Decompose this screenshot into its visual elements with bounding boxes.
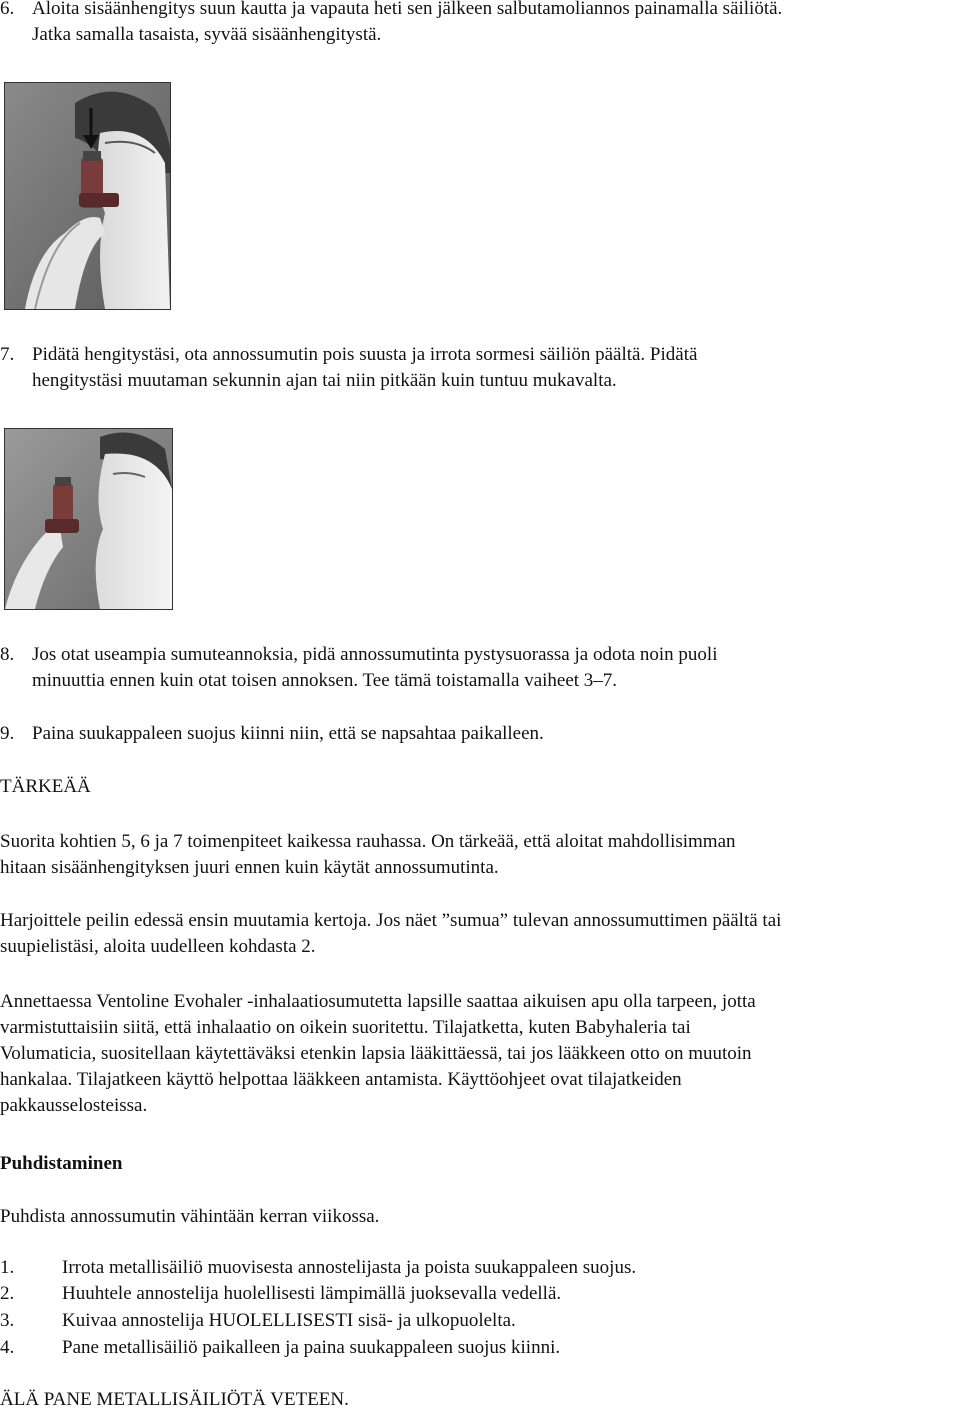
inhaling-photo <box>5 83 170 309</box>
step-number: 8. <box>0 644 15 665</box>
step-9 <box>0 721 958 747</box>
cleaning-warning: ÄLÄ PANE METALLISÄILIÖTÄ VETEEN. <box>0 1389 349 1410</box>
cleaning-heading: Puhdistaminen <box>0 1153 123 1174</box>
step-text: Jos otat useampia sumuteannoksia, pidä annossumutinta pystysuorassa ja odota noin puoli minuuttia ennen kuin otat toisen annoksen. Tee tämä toistamalla vaiheet 3–7. <box>32 644 718 691</box>
important-paragraph-3: Annettaessa Ventoline Evohaler -inhalaatiosumutetta lapsille saattaa aikuisen apu olla tarpeen, jotta varmistuttaisiin siitä, että inhalaatio on oikein suoritettu. Tilajatketta, kuten Babyhaleria tai Volumaticia, suositellaan käytettäväksi etenkin lapsia lääkittäessä, tai jos lääkkeen otto on muutoin hankalaa. Tilajatkeen käyttö helpottaa lääkkeen antamista. Käyttöohjeet ovat tilajatkeiden pakkausselosteissa. <box>0 991 756 1116</box>
cleaning-intro: Puhdista annossumutin vähintään kerran viikossa. <box>0 1206 380 1227</box>
important-paragraph-1: Suorita kohtien 5, 6 ja 7 toimenpiteet kaikessa rauhassa. On tärkeää, että aloitat mahdollisimman hitaan sisäänhengityksen juuri ennen kuin käytät annossumutinta. <box>0 831 736 878</box>
step-text: Pidätä hengitystäsi, ota annossumutin pois suusta ja irrota sormesi säiliön päältä. Pidätä hengitystäsi muutaman sekunnin ajan tai niin pitkään kuin tuntuu mukavalta. <box>32 344 698 391</box>
step-text: Aloita sisäänhengitys suun kautta ja vapauta heti sen jälkeen salbutamoliannos painamalla säiliötä. Jatka samalla tasaista, syvää sisäänhengitystä. <box>32 0 783 45</box>
illustration-holding-breath <box>4 428 173 610</box>
step-6 <box>0 0 958 48</box>
holding-breath-photo <box>5 429 172 609</box>
step-number: 7. <box>0 344 15 365</box>
step-8 <box>0 642 958 694</box>
step-7 <box>0 342 958 394</box>
step-text: Paina suukappaleen suojus kiinni niin, että se napsahtaa paikalleen. <box>32 723 544 744</box>
important-heading: TÄRKEÄÄ <box>0 776 91 797</box>
step-number: 6. <box>0 0 15 19</box>
important-paragraph-2: Harjoittele peilin edessä ensin muutamia kertoja. Jos näet ”sumua” tulevan annossumuttimen päältä tai suupielistäsi, aloita uudelleen kohdasta 2. <box>0 910 782 957</box>
step-number: 9. <box>0 723 15 744</box>
illustration-inhaling <box>4 82 171 310</box>
